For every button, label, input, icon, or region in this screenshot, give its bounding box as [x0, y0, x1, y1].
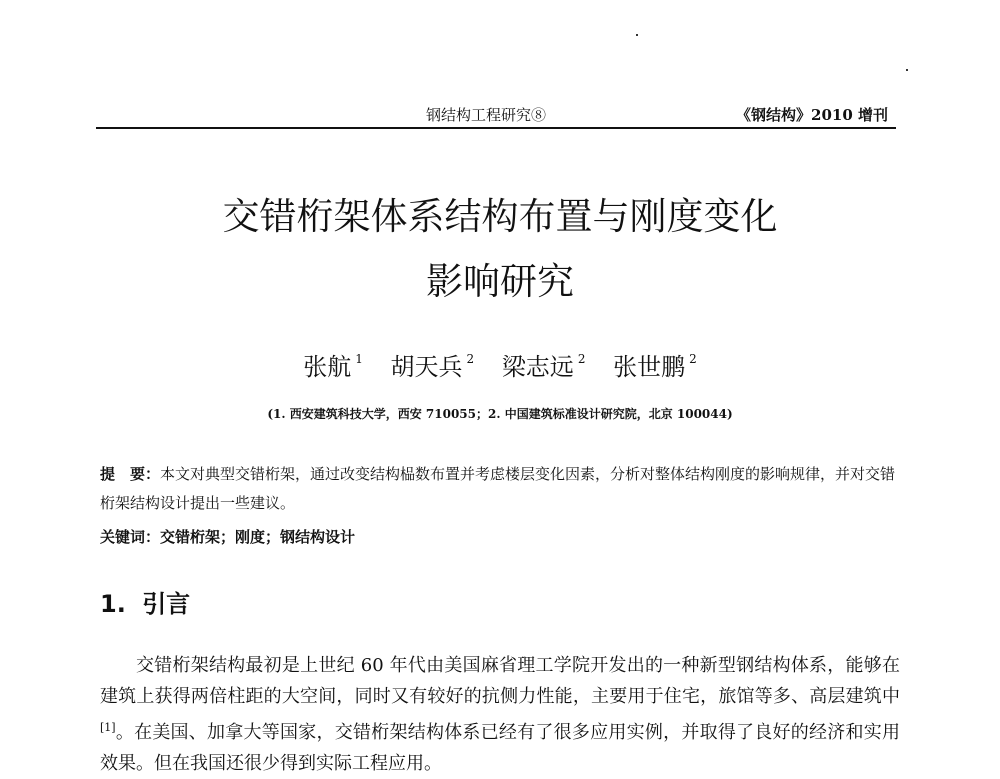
header-journal-label: 《钢结构》2010 增刊: [736, 106, 888, 124]
author-name: 梁志远: [501, 353, 574, 381]
header-rule: [96, 127, 896, 129]
author: [613, 353, 697, 381]
body-text: 。在美国、加拿大等国家，交错桁架结构体系已经有了很多应用实例，并取得了良好的经济和实用效果。但在我国还很少得到实际工程应用。: [100, 722, 900, 774]
abstract: [100, 460, 900, 518]
paper-title-line-1: 交错桁架体系结构布置与刚度变化: [222, 195, 778, 238]
scan-speck: [906, 69, 908, 71]
paper-title-line-2: 影响研究: [426, 260, 574, 303]
citation-ref: [1]: [100, 721, 116, 734]
author-list: [100, 347, 900, 382]
scan-speck: [636, 34, 638, 36]
section-number: 1.: [100, 590, 126, 618]
abstract-text: 本文对典型交错桁架，通过改变结构榀数布置并考虑楼层变化因素，分析对整体结构刚度的影响规律，并对交错桁架结构设计提出一些建议。: [100, 465, 896, 512]
keywords-text: 交错桁架；刚度；钢结构设计: [160, 528, 356, 546]
author: [502, 353, 586, 381]
author-affiliation-mark: 2: [577, 352, 586, 366]
author-affiliation-mark: 2: [689, 352, 697, 366]
abstract-label: 提 要：: [100, 465, 161, 483]
author-affiliation-mark: 2: [466, 352, 475, 366]
keywords-label: 关键词：: [100, 528, 161, 546]
keywords: [100, 526, 900, 547]
author-name: 张航: [303, 353, 352, 381]
header-series-label: 钢结构工程研究⑧: [426, 106, 547, 124]
author-affiliation-mark: 1: [355, 352, 363, 366]
author-name: 张世鹏: [613, 353, 686, 381]
body-text: 交错桁架结构最初是上世纪 60 年代由美国麻省理工学院开发出的一种新型钢结构体系，能够在建筑上获得两倍柱距的大空间，同时又有较好的抗侧力性能，主要用于住宅，旅馆等多、高层建筑中: [100, 655, 900, 707]
author: [303, 353, 363, 381]
affiliations: (1. 西安建筑科技大学，西安 710055；2. 中国建筑标准设计研究院，北京 100044): [267, 407, 733, 421]
author-name: 胡天兵: [390, 353, 463, 381]
section-heading: [100, 584, 190, 619]
author: [391, 353, 475, 381]
running-header: [96, 100, 896, 128]
section-title: 引言: [142, 590, 191, 618]
